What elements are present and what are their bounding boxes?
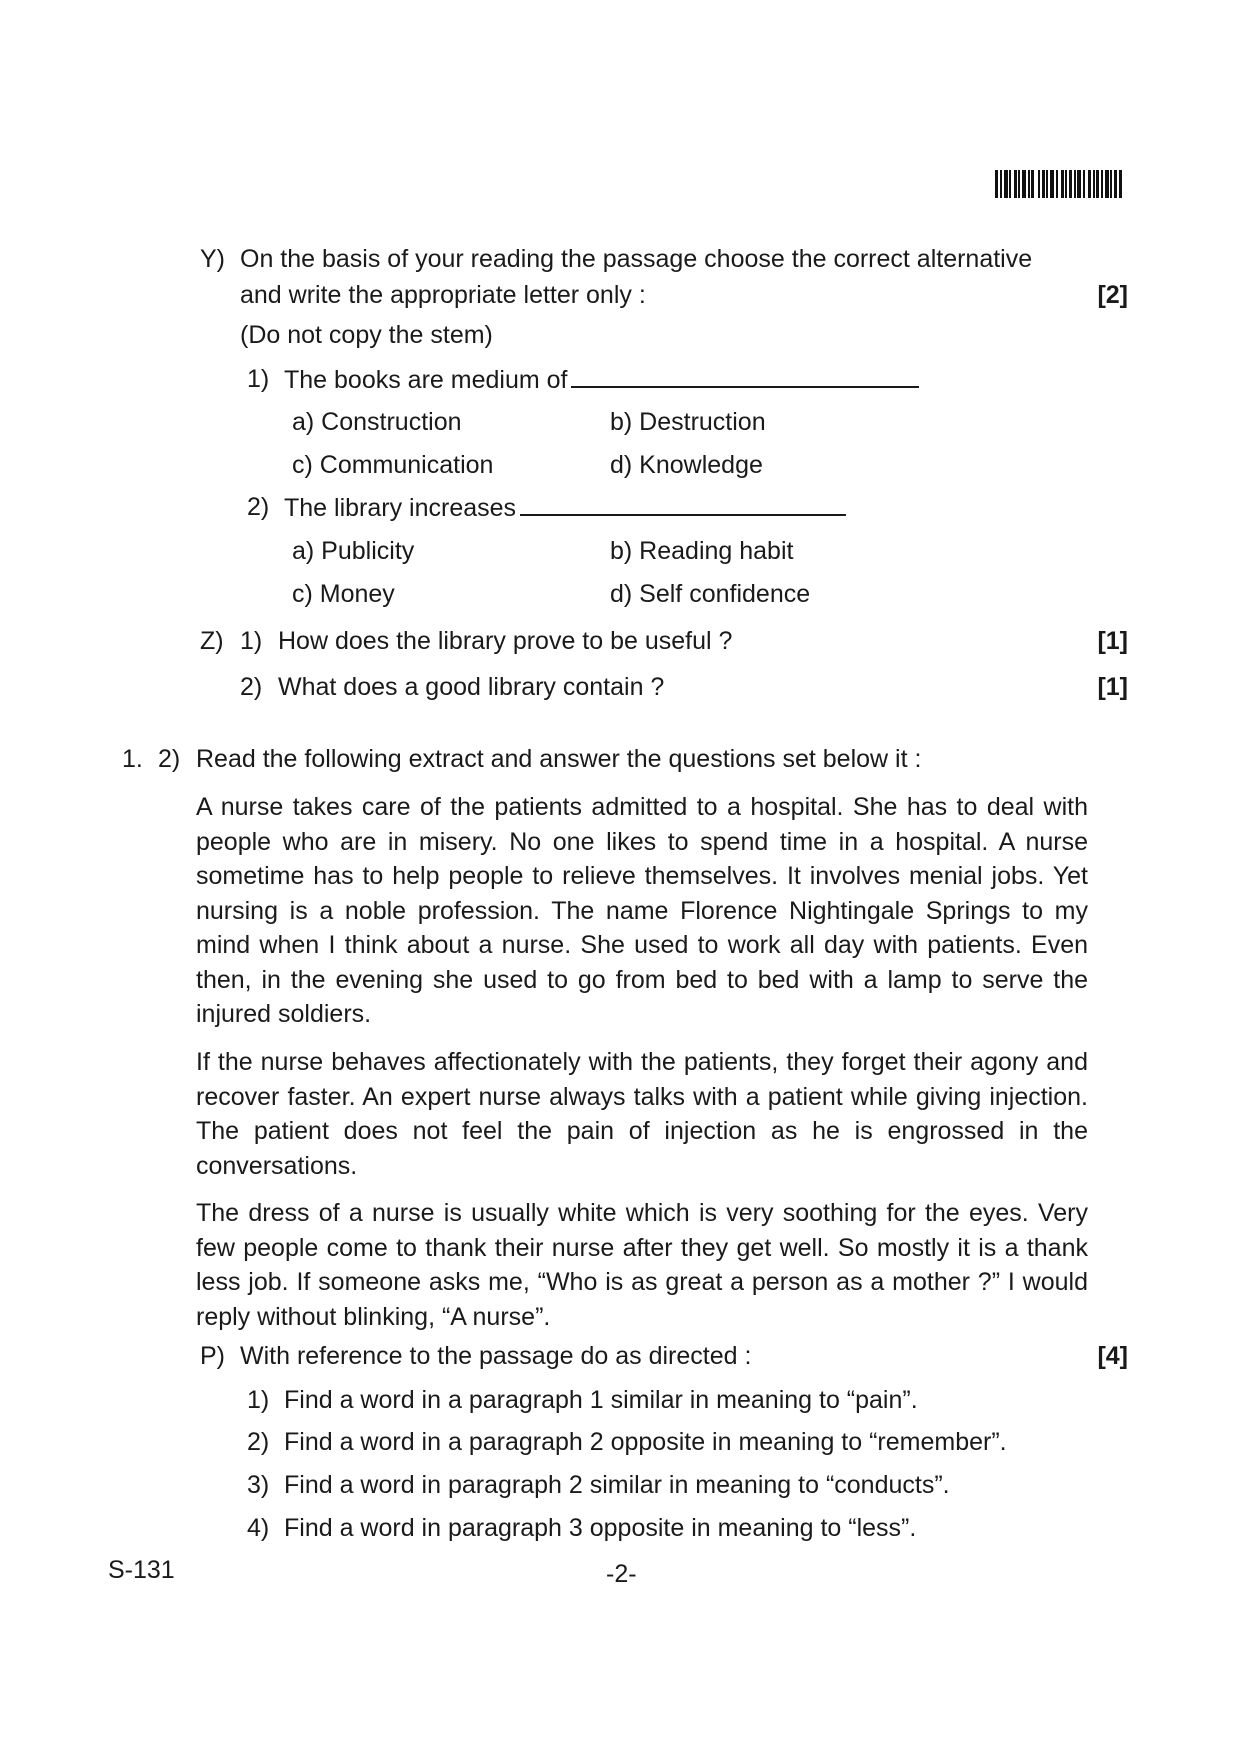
p-item-2-text: Find a word in a paragraph 2 opposite in meaning to “remember”. [284, 1428, 1007, 1456]
y-q1-option-a: a) Construction [292, 408, 462, 436]
y-q1-number: 1) [247, 365, 270, 393]
y-q2-option-a: a) Publicity [292, 537, 415, 565]
y-q2-option-b: b) Reading habit [610, 537, 794, 565]
p-marks: [4] [1097, 1342, 1128, 1370]
z-q2-text: What does a good library contain ? [278, 673, 665, 701]
passage-paragraph-3: The dress of a nurse is usually white which is very soothing for the eyes. Very few people come to thank their nurse after they get well. So mostly it is a thank less job. If someone asks me, “Who is as great a person as a mother ?” I would reply without blinking, “A nurse”. [196, 1199, 1088, 1331]
z-marker: Z) [200, 627, 224, 655]
footer-code: S-131 [108, 1556, 175, 1584]
z-q1-text: How does the library prove to be useful ? [278, 627, 733, 655]
p-instruction: With reference to the passage do as directed : [240, 1342, 752, 1370]
y-q2-number: 2) [247, 493, 270, 521]
p-item-3-text: Find a word in paragraph 2 similar in meaning to “conducts”. [284, 1471, 950, 1499]
y-q1-text [284, 362, 919, 397]
y-q1-option-c: c) Communication [292, 451, 494, 479]
y-q1-option-b: b) Destruction [610, 408, 766, 436]
footer-page-number: -2- [606, 1560, 637, 1588]
y-marker: Y) [200, 245, 225, 273]
p-item-1-text: Find a word in a paragraph 1 similar in meaning to “pain”. [284, 1386, 918, 1414]
answer-blank [571, 362, 919, 388]
p-item-2-number: 2) [247, 1428, 270, 1456]
y-line-1: On the basis of your reading the passage choose the correct alternative [240, 245, 1033, 273]
z-q1-number: 1) [240, 627, 263, 655]
y-q2-stem: The library increases [284, 494, 517, 522]
z-q2-marks: [1] [1097, 673, 1128, 701]
section-subnumber: 2) [158, 745, 181, 773]
section-instruction: Read the following extract and answer the questions set below it : [196, 745, 922, 773]
passage-paragraph-2: If the nurse behaves affectionately with the patients, they forget their agony and recover faster. An expert nurse always talks with a patient while giving injection. The patient does not feel the pain of injection as he is engrossed in the conversations. [196, 1048, 1088, 1180]
y-q1-stem: The books are medium of [284, 366, 568, 394]
y-q2-text [284, 490, 846, 525]
y-line-2: and write the appropriate letter only : [240, 281, 646, 309]
p-item-4-text: Find a word in paragraph 3 opposite in meaning to “less”. [284, 1514, 917, 1542]
barcode-image [995, 170, 1135, 198]
passage-paragraph-1: A nurse takes care of the patients admitted to a hospital. She has to deal with people who are in misery. No one likes to spend time in a hospital. A nurse sometime has to help people to relieve themselves. It involves menial jobs. Yet nursing is a noble profession. The name Florence Nightingale Springs to my mind when I think about a nurse. She used to work all day with patients. Even then, in the evening she used to go from bed to bed with a lamp to serve the injured soldiers. [196, 793, 1088, 1028]
y-q2-option-d: d) Self confidence [610, 580, 811, 608]
y-q2-option-c: c) Money [292, 580, 395, 608]
y-q1-option-d: d) Knowledge [610, 451, 763, 479]
z-q1-marks: [1] [1097, 627, 1128, 655]
p-item-3-number: 3) [247, 1471, 270, 1499]
z-q2-number: 2) [240, 673, 263, 701]
y-marks: [2] [1097, 281, 1128, 309]
p-item-4-number: 4) [247, 1514, 270, 1542]
p-item-1-number: 1) [247, 1386, 270, 1414]
answer-blank [520, 490, 846, 516]
y-note: (Do not copy the stem) [240, 321, 493, 349]
p-marker: P) [200, 1342, 225, 1370]
section-number: 1. [122, 745, 143, 773]
